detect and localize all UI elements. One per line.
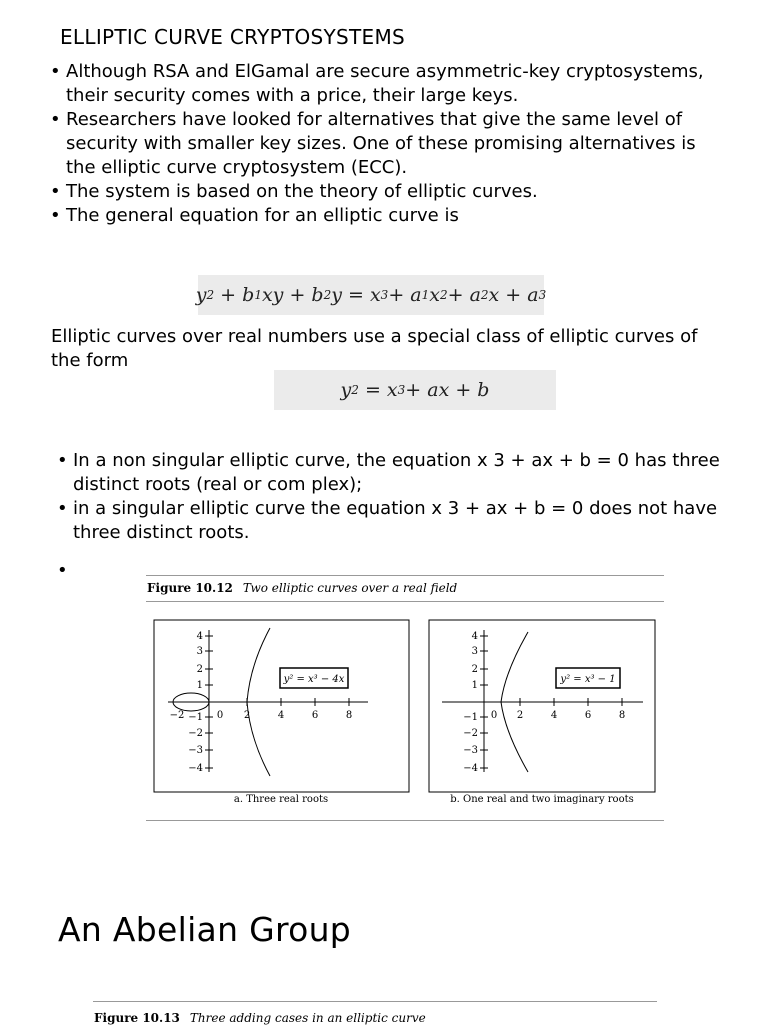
slide-title: ELLIPTIC CURVE CRYPTOSYSTEMS bbox=[60, 25, 406, 49]
figure-bottom-rule bbox=[146, 820, 664, 821]
figure-top-rule bbox=[146, 575, 664, 576]
y-tick-label: −2 bbox=[188, 728, 203, 739]
bullet-text: Researchers have looked for alternatives that give the same level of security with smaller key sizes. One of these promising alternatives is the elliptic curve cryptosystem (ECC). bbox=[66, 109, 696, 178]
bullet-text: In a non singular elliptic curve, the equation x 3 + ax + b = 0 has three distinct roots (real or com plex); bbox=[73, 450, 720, 495]
equation-label: y² = x³ − 1 bbox=[560, 674, 616, 685]
equation-label: y² = x³ − 4x bbox=[283, 674, 345, 685]
x-tick-label: −2 bbox=[169, 710, 185, 721]
bullet-dot: • bbox=[57, 498, 68, 519]
bullet-text: in a singular elliptic curve the equation x 3 + ax + b = 0 does not have three distinct roots. bbox=[73, 498, 718, 543]
elliptic-curves-figure bbox=[146, 610, 664, 815]
bullet-text: Although RSA and ElGamal are secure asymmetric-key cryptosystems, their security comes with a price, their large keys. bbox=[66, 61, 704, 106]
intro-bullet-list bbox=[50, 60, 716, 228]
y-tick-label: 4 bbox=[471, 631, 478, 642]
y-tick-label: −3 bbox=[463, 745, 478, 756]
figure-caption-text: Two elliptic curves over a real field bbox=[242, 581, 458, 595]
x-tick-label: 4 bbox=[277, 710, 285, 721]
bullet-dot: • bbox=[50, 205, 61, 226]
y-tick-label: −1 bbox=[463, 712, 478, 723]
x-tick-label: 4 bbox=[550, 710, 558, 721]
general-equation: y 2 + b 1 xy + b 2 y = x 3 + a 1 x 2 + a 2 x + a 3 bbox=[198, 275, 544, 315]
y-tick-label: 2 bbox=[196, 664, 203, 675]
bullet-text: The general equation for an elliptic curve is bbox=[66, 205, 459, 226]
x-tick-label: 6 bbox=[584, 710, 592, 721]
panel-three-real-roots bbox=[154, 620, 409, 805]
y-tick-label: −1 bbox=[188, 712, 203, 723]
figure-caption-text: Three adding cases in an elliptic curve bbox=[189, 1011, 426, 1025]
singularity-bullet-list bbox=[57, 449, 723, 545]
panel-caption: a. Three real roots bbox=[233, 794, 329, 805]
y-tick-label: −3 bbox=[188, 745, 203, 756]
bullet-dot: • bbox=[50, 61, 61, 82]
paragraph: Elliptic curves over real numbers use a special class of elliptic curves of the form bbox=[51, 326, 698, 371]
y-tick-label: 1 bbox=[471, 680, 478, 691]
bullet-text: The system is based on the theory of elliptic curves. bbox=[66, 181, 538, 202]
y-tick-label: 3 bbox=[196, 646, 203, 657]
figure-number: Figure 10.12 bbox=[147, 581, 233, 595]
list-item bbox=[50, 108, 716, 180]
y-tick-label: −4 bbox=[463, 763, 478, 774]
panel-caption: b. One real and two imaginary roots bbox=[450, 794, 634, 805]
y-tick-label: 3 bbox=[471, 646, 478, 657]
list-item bbox=[50, 60, 716, 108]
x-tick-label: 2 bbox=[516, 710, 524, 721]
section-title: An Abelian Group bbox=[58, 910, 352, 949]
list-item bbox=[57, 497, 723, 545]
x-tick-label: 0 bbox=[216, 710, 224, 721]
bullet-dot: • bbox=[50, 109, 61, 130]
bullet-dot: • bbox=[57, 450, 68, 471]
x-tick-label: 8 bbox=[345, 710, 353, 721]
y-tick-label: 1 bbox=[196, 680, 203, 691]
figure-caption-rule bbox=[146, 601, 664, 602]
empty-bullet: • bbox=[57, 560, 68, 581]
panel-one-real-root bbox=[429, 620, 655, 805]
y-tick-label: −4 bbox=[188, 763, 203, 774]
special-form-equation: y 2 = x 3 + ax + b bbox=[274, 370, 556, 410]
list-item bbox=[50, 180, 716, 204]
figure-1012-caption bbox=[147, 581, 457, 595]
x-tick-label: 0 bbox=[490, 710, 498, 721]
figure-top-rule bbox=[93, 1001, 657, 1002]
figure-number: Figure 10.13 bbox=[94, 1011, 180, 1025]
y-tick-label: 4 bbox=[196, 631, 203, 642]
y-tick-label: −2 bbox=[463, 728, 478, 739]
y-tick-label: 2 bbox=[471, 664, 478, 675]
bullet-dot: • bbox=[50, 181, 61, 202]
x-tick-label: 2 bbox=[243, 710, 251, 721]
list-item bbox=[57, 449, 723, 497]
x-tick-label: 8 bbox=[618, 710, 626, 721]
figure-1013-caption bbox=[94, 1011, 426, 1025]
list-item bbox=[50, 204, 716, 228]
x-tick-label: 6 bbox=[311, 710, 319, 721]
